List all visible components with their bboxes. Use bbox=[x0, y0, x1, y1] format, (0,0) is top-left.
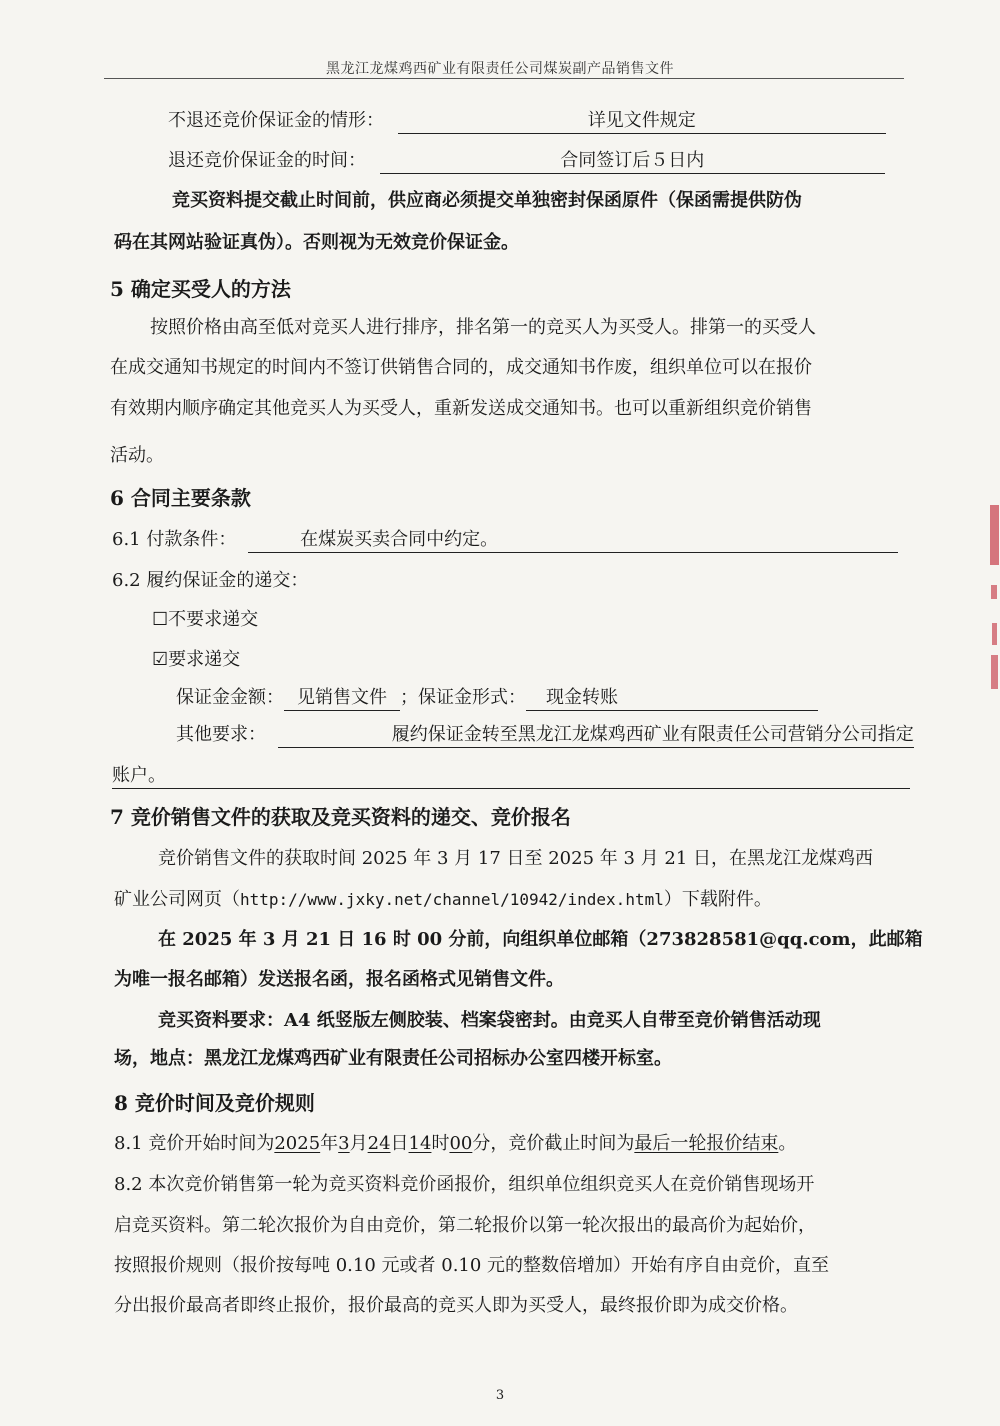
section-7-para-line-2 bbox=[114, 887, 772, 913]
option-required-label: 要求递交 bbox=[168, 649, 241, 670]
no-refund-label: 不退还竞价保证金的情形： bbox=[168, 110, 384, 131]
section-5-para-line-4: 活动。 bbox=[110, 445, 164, 466]
seal-stamp-edge-icon bbox=[988, 505, 1000, 705]
section-7-title: 7 竞价销售文件的获取及竞买资料的递交、竞价报名 bbox=[110, 805, 571, 829]
no-refund-row bbox=[168, 108, 886, 134]
section-6-title: 6 合同主要条款 bbox=[110, 486, 251, 510]
bid-time-text-d: 日 bbox=[390, 1133, 409, 1154]
section-5-title: 5 确定买受人的方法 bbox=[110, 277, 291, 301]
bid-minute: 00 bbox=[449, 1133, 473, 1154]
bid-hour: 14 bbox=[408, 1133, 432, 1154]
section-8-para-line-3: 按照报价规则（报价按每吨 0.10 元或者 0.10 元的整数倍增加）开始有序自由竞价，直至 bbox=[114, 1255, 830, 1276]
bid-time-text-c: 月 bbox=[349, 1133, 368, 1154]
page-header: 黑龙江龙煤鸡西矿业有限责任公司煤炭副产品销售文件 bbox=[326, 61, 674, 77]
no-refund-value: 详见文件规定 bbox=[398, 109, 886, 134]
page-number: 3 bbox=[495, 1388, 505, 1403]
section-7-para-line-3: 在 2025 年 3 月 21 日 16 时 00 分前，向组织单位邮箱（273828581@qq.com，此邮箱 bbox=[158, 929, 923, 950]
bond-form-label: ；保证金形式： bbox=[400, 687, 526, 708]
other-requirements-row bbox=[176, 722, 914, 748]
other-requirements-value: 履约保证金转至黑龙江龙煤鸡西矿业有限责任公司营销分公司指定 bbox=[278, 723, 914, 748]
other-requirements-value-2: 账户。 bbox=[112, 764, 910, 789]
section-8-para-line-2: 启竞买资料。第二轮次报价为自由竞价，第二轮报价以第一轮次报出的最高价为起始价， bbox=[114, 1215, 816, 1236]
bond-amount-label: 保证金金额： bbox=[176, 687, 284, 708]
other-requirements-row-2 bbox=[112, 763, 910, 789]
section-7-para-line-2-b: ）下载附件。 bbox=[663, 889, 772, 910]
bond-form-value: 现金转账 bbox=[546, 687, 618, 708]
other-requirements-label: 其他要求： bbox=[176, 724, 266, 745]
bid-time-text-f: 分，竞价截止时间为 bbox=[472, 1133, 635, 1154]
deposit-notice-line-1: 竞买资料提交截止时间前，供应商必须提交单独密封保函原件（保函需提供防伪 bbox=[172, 190, 802, 211]
bond-amount-row bbox=[176, 685, 818, 711]
section-7-para-line-6: 场，地点：黑龙江龙煤鸡西矿业有限责任公司招标办公室四楼开标室。 bbox=[114, 1048, 672, 1069]
deposit-notice-line-2: 码在其网站验证真伪）。否则视为无效竞价保证金。 bbox=[114, 232, 519, 253]
section-5-para-line-2: 在成交通知书规定的时间内不签订供销售合同的，成交通知书作废，组织单位可以在报价 bbox=[110, 357, 812, 378]
payment-row bbox=[112, 527, 898, 553]
section-7-para-line-5: 竞买资料要求：A4 纸竖版左侧胶装、档案袋密封。由竞买人自带至竞价销售活动现 bbox=[158, 1010, 821, 1031]
section-5-para-line-3: 有效期内顺序确定其他竞买人为买受人，重新发送成交通知书。也可以重新组织竞价销售 bbox=[110, 398, 812, 419]
refund-time-label: 退还竞价保证金的时间： bbox=[168, 150, 366, 171]
checked-box-icon: ☑ bbox=[152, 649, 169, 670]
bid-time-text-e: 时 bbox=[431, 1133, 450, 1154]
bid-end-condition: 最后一轮报价结束 bbox=[634, 1133, 779, 1154]
section-8-para-line-1: 8.2 本次竞价销售第一轮为竞买资料竞价函报价，组织单位组织竞买人在竞价销售现场开 bbox=[114, 1174, 815, 1195]
bid-time-text-b: 年 bbox=[320, 1133, 339, 1154]
option-required bbox=[152, 647, 240, 673]
section-7-para-line-4: 为唯一报名邮箱）发送报名函，报名函格式见销售文件。 bbox=[114, 969, 564, 990]
unchecked-box-icon: ☐ bbox=[152, 609, 169, 630]
bid-year: 2025 bbox=[274, 1133, 321, 1154]
bid-time-row bbox=[114, 1131, 796, 1157]
bond-label: 6.2 履约保证金的递交： bbox=[112, 570, 309, 591]
refund-time-row bbox=[168, 148, 885, 174]
payment-label: 6.1 付款条件： bbox=[112, 529, 237, 550]
section-8-para-line-4: 分出报价最高者即终止报价，报价最高的竞买人即为买受人，最终报价即为成交价格。 bbox=[114, 1295, 798, 1316]
section-7-para-line-2-a: 矿业公司网页（ bbox=[114, 889, 240, 910]
bond-amount-value: 见销售文件 bbox=[284, 686, 400, 711]
download-url: http://www.jxky.net/channel/10942/index.html bbox=[240, 890, 664, 909]
refund-time-value: 合同签订后５日内 bbox=[380, 149, 885, 174]
bid-time-text-g: 。 bbox=[778, 1133, 797, 1154]
option-not-required-label: 不要求递交 bbox=[168, 609, 259, 630]
bid-day: 24 bbox=[367, 1133, 391, 1154]
bid-month: 3 bbox=[338, 1133, 350, 1154]
bid-time-text-a: 8.1 竞价开始时间为 bbox=[114, 1133, 275, 1154]
option-not-required bbox=[152, 607, 258, 633]
section-8-title: 8 竞价时间及竞价规则 bbox=[114, 1091, 315, 1115]
section-5-para-line-1: 按照价格由高至低对竞买人进行排序，排名第一的竞买人为买受人。排第一的买受人 bbox=[150, 317, 816, 338]
section-7-para-line-1: 竞价销售文件的获取时间 2025 年 3 月 17 日至 2025 年 3 月 21 日，在黑龙江龙煤鸡西 bbox=[158, 848, 873, 869]
header-rule bbox=[104, 78, 904, 79]
payment-value: 在煤炭买卖合同中约定。 bbox=[300, 529, 499, 550]
